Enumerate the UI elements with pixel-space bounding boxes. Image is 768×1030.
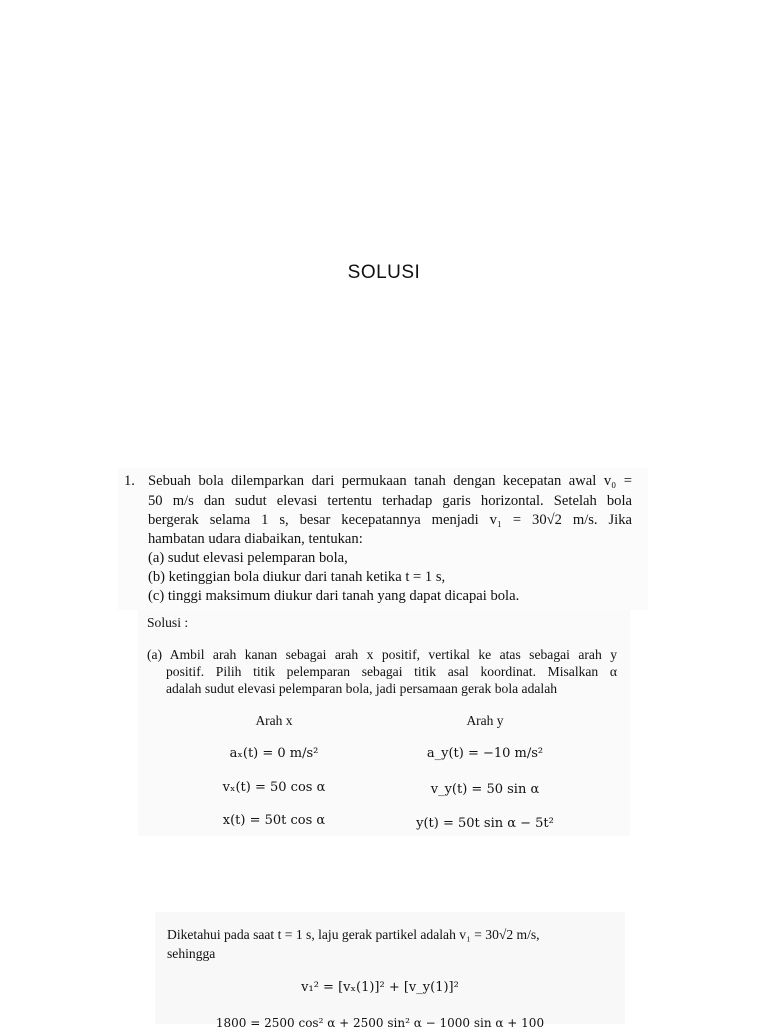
page-title: SOLUSI: [347, 262, 421, 283]
equation-expanded: 1800 = 2500 cos² α + 2500 sin² α − 1000 sin α + 100: [215, 1016, 545, 1030]
problem-item-c: (c) tinggi maksimum diukur dari tanah yang dapat dicapai bola.: [148, 588, 520, 604]
solution-a-line-1: (a) Ambil arah kanan sebagai arah x positif, vertikal ke atas sebagai arah y: [147, 647, 617, 662]
problem-number: 1.: [124, 473, 135, 489]
solution-a-line-2: positif. Pilih titik pelemparan sebagai titik asal koordinat. Misalkan α: [166, 664, 617, 679]
continuation-line-2: sehingga: [167, 946, 216, 961]
continuation-line-1: Diketahui pada saat t = 1 s, laju gerak partikel adalah v₁ = 30√2 m/s,: [167, 927, 540, 942]
problem-item-b: (b) ketinggian bola diukur dari tanah ketika t = 1 s,: [148, 569, 446, 585]
problem-line-4: hambatan udara diabaikan, tentukan:: [148, 531, 363, 547]
problem-line-3: bergerak selama 1 s, besar kecepatannya menjadi v₁ = 30√2 m/s. Jika: [148, 512, 632, 528]
column-x-header: Arah x: [255, 713, 293, 728]
equation-v1-squared: v₁² = [vₓ(1)]² + [v_y(1)]²: [301, 980, 459, 995]
equation-y: y(t) = 50t sin α − 5t²: [416, 816, 554, 831]
problem-item-a: (a) sudut elevasi pelemparan bola,: [148, 550, 348, 566]
solution-a-line-3: adalah sudut elevasi pelemparan bola, jadi persamaan gerak bola adalah: [166, 681, 558, 696]
equation-ax: aₓ(t) = 0 m/s²: [229, 746, 319, 761]
equation-vx: vₓ(t) = 50 cos α: [222, 780, 326, 795]
equation-x: x(t) = 50t cos α: [222, 813, 326, 828]
problem-line-1: Sebuah bola dilemparkan dari permukaan tanah dengan kecepatan awal v₀ =: [148, 473, 632, 489]
equation-vy: v_y(t) = 50 sin α: [430, 782, 540, 797]
solution-label: Solusi :: [147, 615, 189, 630]
column-y-header: Arah y: [466, 713, 504, 728]
problem-line-2: 50 m/s dan sudut elevasi tertentu terhadap garis horizontal. Setelah bola: [148, 493, 632, 509]
equation-ay: a_y(t) = −10 m/s²: [426, 746, 544, 761]
